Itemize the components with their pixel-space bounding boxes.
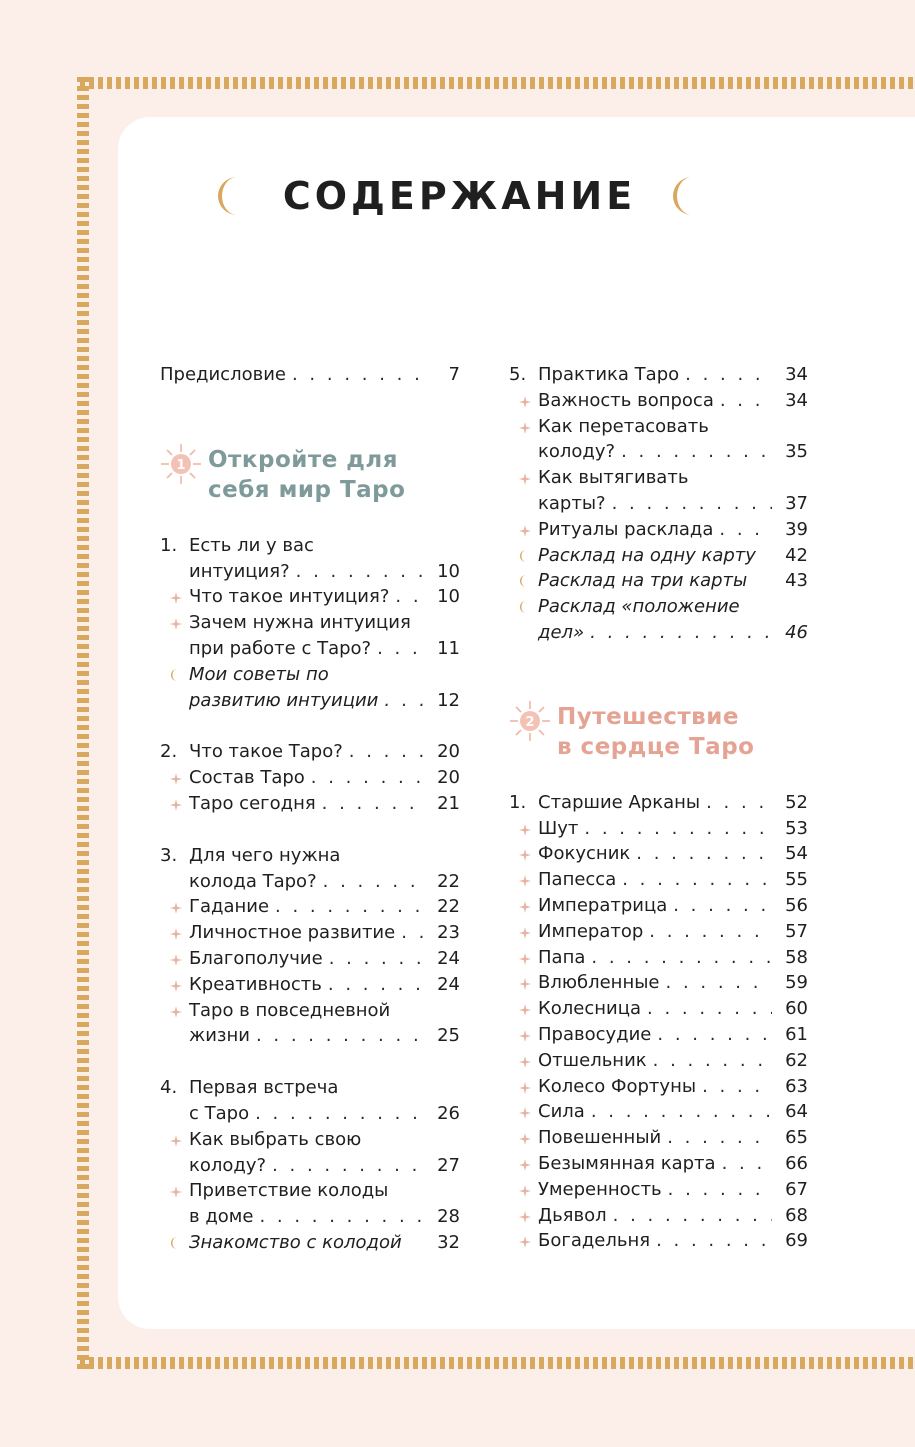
entry-title: Колесница — [538, 998, 642, 1020]
toc-subentry[interactable] — [509, 867, 808, 893]
page-number: 7 — [448, 364, 460, 385]
sparkle-star-icon — [170, 980, 182, 992]
entry-title: Богадельня — [538, 1230, 651, 1252]
frame-border-top — [80, 77, 915, 89]
sparkle-star-icon — [170, 954, 182, 966]
sparkle-star-icon — [170, 902, 182, 914]
entry-title: Императрица — [538, 894, 668, 916]
entry-title: Правосудие — [538, 1023, 652, 1045]
section-title: Откройте для себя мир Таро — [208, 446, 406, 503]
section-title: Путешествие в сердце Таро — [557, 703, 755, 760]
sparkle-star-icon — [519, 473, 531, 485]
toc-subentry[interactable]: Гадание . . . 22 — [160, 894, 460, 920]
toc-subentry[interactable] — [509, 816, 808, 842]
page-number: 54 — [785, 843, 808, 865]
sparkle-star-icon — [170, 928, 182, 940]
toc-subentry[interactable] — [509, 1177, 808, 1203]
toc-subentry[interactable]: Важность вопроса . . . 34 — [509, 388, 808, 414]
leader-dots — [656, 1228, 772, 1254]
toc-subentry[interactable] — [509, 841, 808, 867]
toc-subentry-italic[interactable]: Расклад на одну карту 42 — [509, 543, 808, 569]
sparkle-star-icon — [519, 1082, 531, 1094]
sunburst-badge-icon — [509, 700, 551, 742]
sparkle-star-icon — [519, 422, 531, 434]
toc-subentry[interactable]: Благополучие . . . 24 — [160, 946, 460, 972]
sparkle-star-icon — [170, 1135, 182, 1147]
crescent-moon-icon — [168, 1236, 182, 1250]
toc-subentry[interactable]: Что такое интуиция? . . . 10 — [160, 584, 460, 610]
frame-border-left — [77, 77, 89, 1369]
leader-dots — [613, 1203, 772, 1229]
toc-subentry-italic[interactable]: Расклад на три карты 43 — [509, 568, 808, 594]
leader-dots — [702, 1074, 772, 1100]
toc-subentry-italic[interactable]: Расклад «положение дел» . . . 46 — [509, 594, 808, 646]
entry-title: Шут — [538, 817, 579, 839]
toc-subentry-italic[interactable]: Знакомство с колодой 32 — [160, 1230, 460, 1256]
entry-title: Предисловие — [160, 364, 286, 385]
sparkle-star-icon — [519, 978, 531, 990]
sparkle-star-icon — [519, 901, 531, 913]
crescent-moon-icon — [517, 600, 531, 614]
leader-dots — [649, 919, 772, 945]
toc-subentry[interactable] — [509, 919, 808, 945]
toc-subentry[interactable] — [509, 1074, 808, 1100]
page-number: 61 — [785, 1023, 808, 1045]
toc-chapter-2[interactable]: 2. Что такое Таро? . . . 20 — [160, 739, 460, 765]
section-number: 2 — [525, 714, 535, 730]
page-number: 68 — [785, 1204, 808, 1226]
sparkle-star-icon — [519, 1107, 531, 1119]
page-number: 58 — [785, 946, 808, 968]
page-number: 62 — [785, 1049, 808, 1071]
sparkle-star-icon — [519, 1211, 531, 1223]
page-number: 56 — [785, 894, 808, 916]
page-number: 60 — [785, 998, 808, 1020]
page-number: 66 — [785, 1152, 808, 1174]
toc-subentry[interactable]: Таро в повседневной жизни . . . 25 — [160, 998, 460, 1050]
page-number: 65 — [785, 1127, 808, 1149]
section-heading-2 — [509, 700, 808, 790]
page-number: 55 — [785, 869, 808, 891]
frame-border-bottom — [80, 1357, 915, 1369]
entry-title: Дьявол — [538, 1204, 607, 1226]
page-number: 63 — [785, 1075, 808, 1097]
toc-subentry[interactable]: Состав Таро . . . 20 — [160, 765, 460, 791]
sparkle-star-icon — [519, 1004, 531, 1016]
entry-title: Умеренность — [538, 1178, 662, 1200]
leader-dots — [657, 1022, 772, 1048]
crescent-moon-icon — [517, 549, 531, 563]
leader-dots — [584, 816, 772, 842]
toc-subentry[interactable]: Как вытягивать карты? . . . 37 — [509, 465, 808, 517]
toc-left-column — [160, 362, 460, 1256]
sparkle-star-icon — [519, 824, 531, 836]
toc-subentry[interactable] — [509, 893, 808, 919]
sparkle-star-icon — [170, 1186, 182, 1198]
sunburst-badge-icon — [160, 443, 202, 485]
toc-subentry[interactable] — [509, 945, 808, 971]
section-number: 1 — [176, 457, 186, 473]
sparkle-star-icon — [519, 953, 531, 965]
sparkle-star-icon — [170, 592, 182, 604]
crescent-moon-icon — [662, 173, 708, 219]
sparkle-star-icon — [519, 849, 531, 861]
sparkle-star-icon — [170, 773, 182, 785]
leader-dots — [653, 1048, 772, 1074]
leader-dots — [591, 1099, 772, 1125]
toc-subentry-italic[interactable]: Мои советы по развитию интуиции . . . 12 — [160, 662, 460, 714]
chapter-number: 1. — [160, 534, 178, 556]
toc-chapter-4[interactable]: 4. Первая встреча с Таро . . . 26 — [160, 1075, 460, 1127]
sparkle-star-icon — [519, 1056, 531, 1068]
toc-chapter-3[interactable]: 3. Для чего нужна колода Таро? . . . 22 — [160, 843, 460, 895]
toc-subentry[interactable] — [509, 970, 808, 996]
toc-subentry[interactable]: Как выбрать свою колоду? . . . 27 — [160, 1127, 460, 1179]
sparkle-star-icon — [519, 525, 531, 537]
sparkle-star-icon — [519, 1236, 531, 1248]
toc-chapter-arcana[interactable]: 1. Старшие Арканы . . . 52 — [509, 790, 808, 816]
title-row — [0, 168, 915, 224]
entry-title: Фокусник — [538, 843, 631, 865]
toc-subentry[interactable]: Таро сегодня . . . 21 — [160, 791, 460, 817]
toc-subentry[interactable] — [509, 1048, 808, 1074]
sparkle-star-icon — [170, 618, 182, 630]
leader-dots — [647, 996, 772, 1022]
page-number: 10 — [437, 560, 460, 582]
entry-title: Влюбленные — [538, 972, 660, 994]
toc-right-column — [509, 362, 808, 1254]
toc-subentry[interactable] — [509, 996, 808, 1022]
leader-dots — [591, 945, 772, 971]
crescent-moon-icon — [207, 173, 253, 219]
entry-title: Сила — [538, 1101, 585, 1123]
toc-chapter-1[interactable]: 1. Есть ли у вас интуиция? . . . 10 — [160, 533, 460, 585]
leader-dots — [636, 841, 772, 867]
sparkle-star-icon — [519, 875, 531, 887]
entry-title: Император — [538, 920, 644, 942]
toc-subentry[interactable]: Зачем нужна интуиция при работе с Таро? . . . 11 — [160, 610, 460, 662]
entry-title: Папа — [538, 946, 586, 968]
leader-dots — [667, 1125, 772, 1151]
page-number: 64 — [785, 1101, 808, 1123]
leader-dots — [673, 893, 772, 919]
sparkle-star-icon — [170, 1006, 182, 1018]
entry-title: Папесса — [538, 869, 617, 891]
sparkle-star-icon — [519, 396, 531, 408]
toc-entry-preface[interactable] — [160, 362, 460, 388]
crescent-moon-icon — [517, 574, 531, 588]
leader-dots — [668, 1177, 772, 1203]
sparkle-star-icon — [519, 1133, 531, 1145]
page-number: 67 — [785, 1178, 808, 1200]
page-title: СОДЕРЖАНИЕ — [282, 174, 637, 218]
toc-subentry[interactable]: Креативность . . . 24 — [160, 972, 460, 998]
entry-title: Безымянная карта — [538, 1152, 716, 1174]
toc-chapter-5[interactable]: 5. Практика Таро . . . 34 — [509, 362, 808, 388]
toc-subentry[interactable] — [509, 1099, 808, 1125]
sparkle-star-icon — [519, 1030, 531, 1042]
section-heading-1 — [160, 443, 460, 533]
leader-dots — [722, 1151, 772, 1177]
sparkle-star-icon — [519, 927, 531, 939]
sparkle-star-icon — [519, 1185, 531, 1197]
page-number: 57 — [785, 920, 808, 942]
sparkle-star-icon — [170, 799, 182, 811]
leader-dots — [292, 362, 424, 388]
toc-subentry[interactable] — [509, 1203, 808, 1229]
arcana-list — [509, 816, 808, 1255]
entry-title: Повешенный — [538, 1127, 662, 1149]
leader-dots — [622, 867, 772, 893]
toc-subentry[interactable] — [509, 1228, 808, 1254]
sparkle-star-icon — [519, 1159, 531, 1171]
toc-subentry[interactable]: Личностное развитие . . . 23 — [160, 920, 460, 946]
entry-title: Колесо Фортуны — [538, 1075, 697, 1097]
crescent-moon-icon — [168, 668, 182, 682]
page-number: 59 — [785, 972, 808, 994]
toc-subentry[interactable]: Ритуалы расклада . . . 39 — [509, 517, 808, 543]
toc-subentry[interactable]: Приветствие колоды в доме . . . 28 — [160, 1178, 460, 1230]
toc-subentry[interactable] — [509, 1151, 808, 1177]
entry-title: Отшельник — [538, 1049, 647, 1071]
toc-subentry[interactable]: Как перетасовать колоду? . . . 35 — [509, 414, 808, 466]
toc-subentry[interactable] — [509, 1022, 808, 1048]
page-number: 53 — [785, 817, 808, 839]
page-number: 69 — [785, 1230, 808, 1252]
toc-subentry[interactable] — [509, 1125, 808, 1151]
leader-dots — [666, 970, 772, 996]
